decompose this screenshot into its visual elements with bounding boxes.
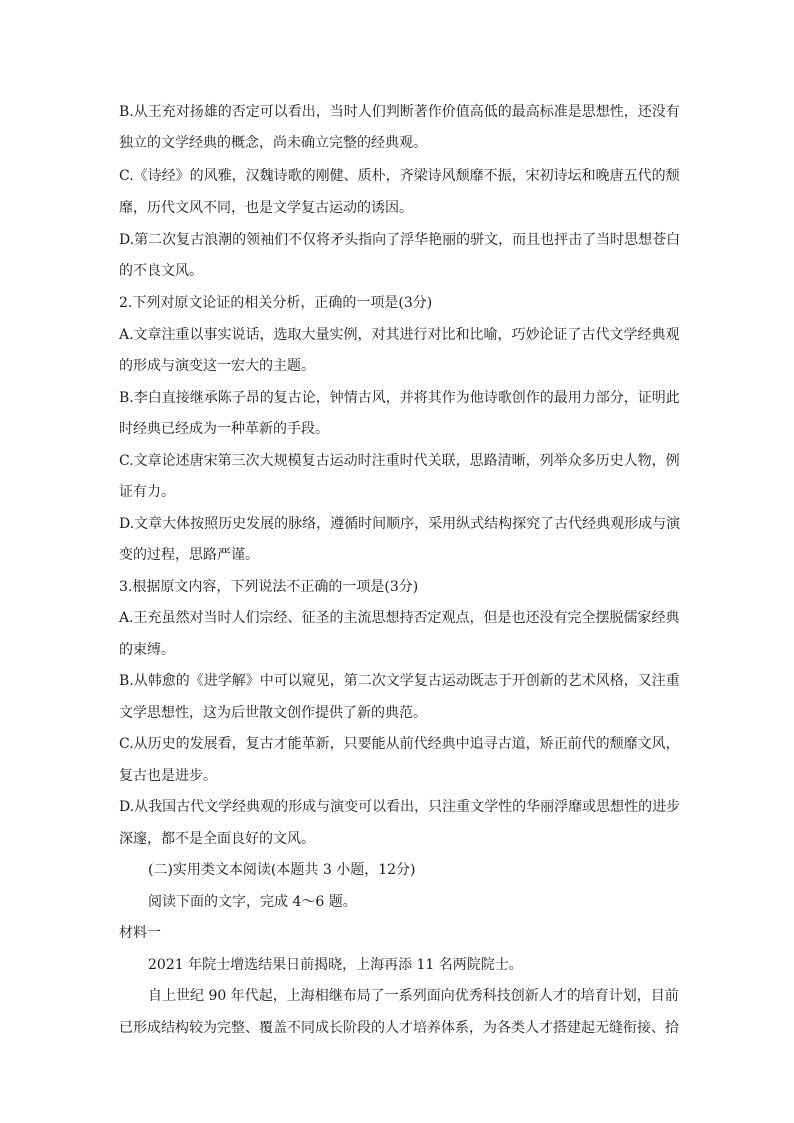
q3-option-a-line-1: A.王充虽然对当时人们宗经、征圣的主流思想持否定观点，但是也还没有完全摆脱儒家经典	[119, 610, 680, 626]
option-d-line-2: 的不良文风。	[119, 263, 203, 279]
q3-option-a-line-2: 的束缚。	[119, 642, 175, 658]
q2-option-d-line-2: 变的过程，思路严谨。	[119, 547, 259, 563]
q2-option-d-line-1: D.文章大体按照历史发展的脉络，遵循时间顺序，采用纵式结构探究了古代经典观形成与演	[119, 516, 681, 532]
q2-option-b-line-2: 时经典已经成为一种革新的手段。	[119, 421, 329, 437]
question-2-stem: 2.下列对原文论证的相关分析，正确的一项是(3分)	[119, 295, 433, 311]
q3-option-d-line-1: D.从我国古代文学经典观的形成与演变可以看出，只注重文学性的华丽浮靡或思想性的进步	[119, 799, 681, 815]
question-3-stem: 3.根据原文内容，下列说法不正确的一项是(3分)	[119, 579, 419, 595]
material-paragraph-1: 2021 年院士增选结果日前揭晓，上海再添 11 名两院院士。	[148, 957, 523, 973]
material-paragraph-2-line-2: 已形成结构较为完整、覆盖不同成长阶段的人才培养体系，为各类人才搭建起无缝衔接、拾	[119, 1020, 679, 1036]
q2-option-c-line-1: C.文章论述唐宋第三次大规模复古运动时注重时代关联，思路清晰，列举众多历史人物，例	[119, 453, 680, 469]
q3-option-b-line-2: 文学思想性，这为后世散文创作提供了新的典范。	[119, 705, 427, 721]
q2-option-a-line-2: 的形成与演变这一宏大的主题。	[119, 358, 315, 374]
option-c-line-1: C.《诗经》的风雅，汉魏诗歌的刚健、质朴，齐梁诗风颓靡不振，宋初诗坛和晚唐五代的颓	[119, 168, 680, 184]
q3-option-c-line-2: 复古也是进步。	[119, 768, 217, 784]
option-d-line-1: D.第二次复古浪潮的领袖们不仅将矛头指向了浮华艳丽的骈文，而且也抨击了当时思想苍白	[119, 232, 681, 248]
material-paragraph-2-line-1: 自上世纪 90 年代起，上海相继布局了一系列面向优秀科技创新人才的培育计划，目前	[148, 988, 679, 1004]
q2-option-a-line-1: A.文章注重以事实说话，选取大量实例，对其进行对比和比喻，巧妙论证了古代文学经典观	[119, 327, 680, 343]
section-instruction: 阅读下面的文字，完成 4～6 题。	[148, 894, 357, 910]
section-heading: (二)实用类文本阅读(本题共 3 小题，12分)	[148, 862, 416, 878]
q3-option-c-line-1: C.从历史的发展看，复古才能革新，只要能从前代经典中追寻古道，矫正前代的颓靡文风，	[119, 736, 680, 752]
q2-option-b-line-1: B.李白直接继承陈子昂的复古论，钟情古风，并将其作为他诗歌创作的最用力部分，证明此	[119, 390, 680, 406]
q2-option-c-line-2: 证有力。	[119, 484, 175, 500]
material-label: 材料一	[119, 925, 161, 941]
q3-option-b-line-1: B.从韩愈的《进学解》中可以窥见，第二次文学复古运动既志于开创新的艺术风格，又注重	[119, 673, 680, 689]
q3-option-d-line-2: 深邃，都不是全面良好的文风。	[119, 831, 315, 847]
option-b-line-2: 独立的文学经典的概念，尚未确立完整的经典观。	[119, 135, 427, 151]
option-c-line-2: 靡，历代文风不同，也是文学复古运动的诱因。	[119, 200, 413, 216]
option-b-line-1: B.从王充对扬雄的否定可以看出，当时人们判断著作价值高低的最高标准是思想性，还没有	[119, 104, 680, 120]
